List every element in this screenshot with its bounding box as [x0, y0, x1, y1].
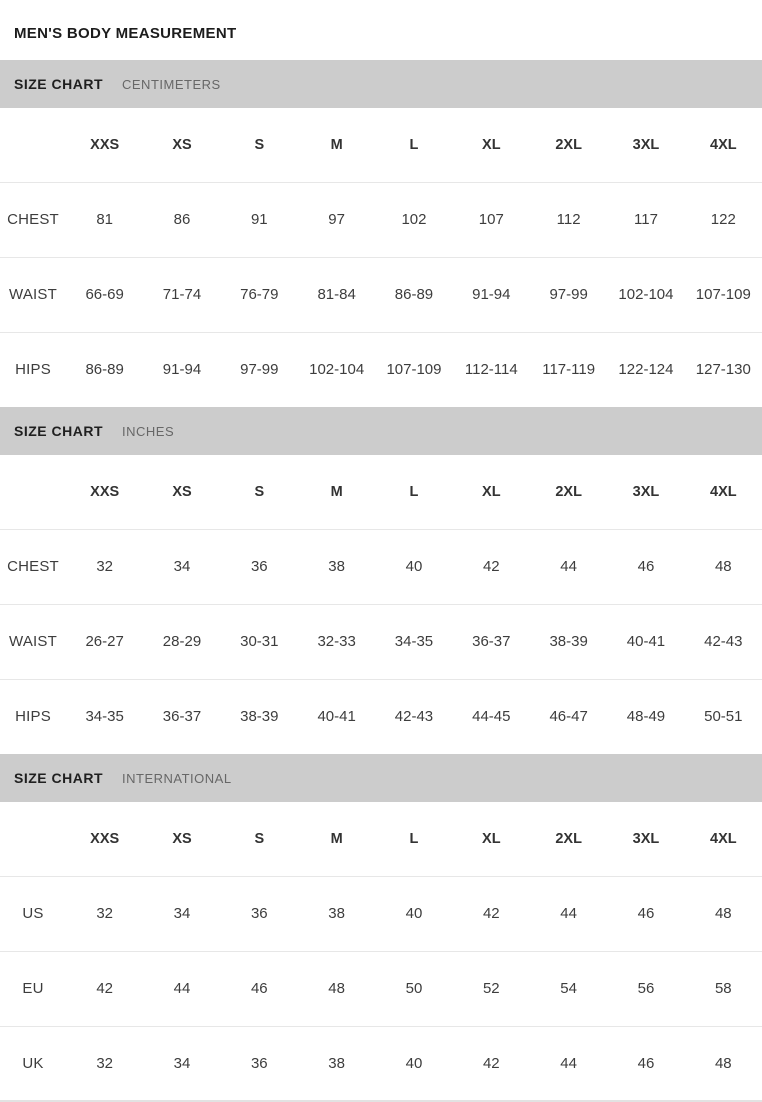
- measurement-cell: 40-41: [626, 633, 666, 650]
- measurement-cell: 42: [482, 558, 500, 575]
- size-column-header: XXS: [90, 483, 120, 500]
- measurement-cell: 40: [405, 558, 423, 575]
- measurement-cell: 76-79: [240, 286, 279, 303]
- size-table: [0, 802, 762, 1102]
- measurement-cell: 91-94: [472, 286, 511, 303]
- measurement-cell: 107-109: [386, 361, 442, 379]
- measurement-cell: 36-37: [162, 708, 202, 726]
- measurement-cell: 56: [637, 980, 655, 997]
- measurement-cell: 48: [328, 980, 345, 997]
- measurement-cell: 32: [96, 905, 113, 922]
- measurement-row: [0, 529, 762, 604]
- measurement-cell: 91-94: [162, 361, 202, 379]
- measurement-row: [0, 876, 762, 951]
- measurement-row: [0, 679, 762, 754]
- measurement-cell: 44: [560, 905, 577, 922]
- measurement-cell: 44-45: [472, 708, 511, 726]
- measurement-row: [0, 257, 762, 332]
- size-header-row: [0, 802, 762, 876]
- corner-cell: [0, 455, 66, 529]
- measurement-cell: 46: [250, 980, 268, 997]
- size-column-header: 3XL: [632, 136, 660, 153]
- measurement-cell: 38-39: [240, 708, 279, 726]
- size-chart-section: [0, 754, 762, 1102]
- section-header-bar: [0, 407, 762, 455]
- row-label: UK: [22, 1054, 44, 1072]
- size-column-header: 3XL: [632, 830, 660, 847]
- measurement-cell: 46: [637, 558, 655, 575]
- size-column-header: XL: [482, 136, 501, 153]
- row-label: HIPS: [15, 361, 51, 379]
- measurement-cell: 40: [405, 905, 423, 922]
- measurement-cell: 102-104: [618, 286, 674, 303]
- row-label: US: [22, 905, 44, 922]
- measurement-cell: 127-130: [695, 361, 751, 379]
- measurement-cell: 48: [714, 558, 732, 575]
- size-column-header: 4XL: [710, 830, 737, 847]
- section-subheading: INTERNATIONAL: [122, 770, 232, 786]
- row-label: WAIST: [9, 633, 57, 650]
- section-header-bar: [0, 60, 762, 108]
- measurement-cell: 71-74: [162, 286, 202, 303]
- sections-container: [0, 60, 762, 1102]
- size-chart-section: [0, 60, 762, 407]
- measurement-row: [0, 604, 762, 679]
- measurement-cell: 107-109: [695, 286, 751, 303]
- measurement-cell: 86-89: [394, 286, 434, 303]
- measurement-cell: 46-47: [549, 708, 588, 726]
- measurement-cell: 36: [250, 1054, 268, 1072]
- size-column-header: S: [254, 136, 265, 153]
- size-chart-section: [0, 407, 762, 754]
- measurement-cell: 38: [328, 905, 345, 922]
- section-heading: SIZE CHART: [14, 423, 103, 439]
- measurement-cell: 86: [173, 211, 191, 228]
- row-label: EU: [22, 980, 44, 997]
- measurement-cell: 42: [482, 1054, 500, 1072]
- measurement-cell: 38-39: [549, 633, 588, 650]
- measurement-cell: 97-99: [549, 286, 588, 303]
- measurement-row: [0, 182, 762, 257]
- size-header-row: [0, 108, 762, 182]
- size-table: [0, 455, 762, 754]
- page-title: MEN'S BODY MEASUREMENT: [14, 25, 237, 42]
- row-label: WAIST: [9, 286, 57, 303]
- measurement-cell: 44: [560, 558, 577, 575]
- measurement-cell: 50-51: [704, 708, 743, 726]
- measurement-cell: 44: [560, 1054, 577, 1072]
- measurement-cell: 66-69: [85, 286, 124, 303]
- measurement-cell: 50: [405, 980, 423, 997]
- section-subheading: CENTIMETERS: [122, 76, 221, 92]
- measurement-cell: 107: [478, 211, 504, 228]
- corner-cell: [0, 108, 66, 182]
- size-column-header: 2XL: [555, 483, 582, 500]
- measurement-cell: 26-27: [85, 633, 124, 650]
- size-column-header: S: [254, 483, 265, 500]
- measurement-cell: 36: [250, 905, 268, 922]
- measurement-cell: 112: [556, 211, 581, 228]
- size-column-header: XL: [482, 483, 501, 500]
- size-column-header: L: [409, 136, 419, 153]
- size-table: [0, 108, 762, 407]
- measurement-cell: 58: [714, 980, 732, 997]
- size-column-header: 2XL: [555, 136, 582, 153]
- measurement-cell: 32: [96, 1054, 113, 1072]
- measurement-cell: 40-41: [317, 708, 356, 726]
- size-column-header: L: [409, 830, 419, 847]
- measurement-cell: 36-37: [472, 633, 511, 650]
- section-subheading: INCHES: [122, 423, 175, 439]
- row-label: CHEST: [7, 211, 59, 228]
- measurement-cell: 42-43: [704, 633, 743, 650]
- measurement-cell: 34: [173, 905, 191, 922]
- measurement-cell: 42-43: [394, 708, 434, 726]
- measurement-cell: 28-29: [162, 633, 202, 650]
- section-heading: SIZE CHART: [14, 76, 103, 92]
- measurement-cell: 52: [482, 980, 500, 997]
- section-heading: SIZE CHART: [14, 770, 103, 786]
- size-column-header: XS: [172, 483, 192, 500]
- measurement-cell: 112-114: [464, 361, 518, 379]
- measurement-cell: 38: [328, 1054, 345, 1072]
- measurement-cell: 34: [173, 558, 191, 575]
- measurement-cell: 102: [401, 211, 427, 228]
- measurement-row: [0, 1026, 762, 1101]
- measurement-cell: 117-119: [542, 361, 596, 379]
- measurement-cell: 42: [96, 980, 113, 997]
- measurement-cell: 48: [714, 1054, 732, 1072]
- size-column-header: L: [409, 483, 419, 500]
- measurement-cell: 97-99: [240, 361, 279, 379]
- size-column-header: M: [330, 483, 343, 500]
- measurement-cell: 97: [328, 211, 345, 228]
- size-column-header: XXS: [90, 830, 120, 847]
- size-column-header: M: [330, 136, 343, 153]
- measurement-cell: 30-31: [240, 633, 279, 650]
- size-column-header: S: [254, 830, 265, 847]
- size-column-header: 4XL: [710, 483, 737, 500]
- size-column-header: 2XL: [555, 830, 582, 847]
- measurement-cell: 117: [634, 211, 658, 228]
- measurement-cell: 91: [250, 211, 268, 228]
- measurement-cell: 48-49: [626, 708, 666, 726]
- measurement-cell: 44: [173, 980, 191, 997]
- measurement-cell: 122: [710, 211, 736, 228]
- measurement-cell: 46: [637, 905, 655, 922]
- row-label: HIPS: [15, 708, 51, 726]
- measurement-row: [0, 332, 762, 407]
- measurement-cell: 42: [482, 905, 500, 922]
- measurement-cell: 102-104: [309, 361, 365, 379]
- size-column-header: XL: [482, 830, 501, 847]
- measurement-cell: 34-35: [394, 633, 434, 650]
- measurement-cell: 122-124: [618, 361, 674, 379]
- measurement-cell: 40: [405, 1054, 423, 1072]
- measurement-cell: 34-35: [85, 708, 124, 726]
- size-column-header: M: [330, 830, 343, 847]
- measurement-cell: 86-89: [85, 361, 124, 379]
- size-column-header: 4XL: [710, 136, 737, 153]
- measurement-cell: 34: [173, 1054, 191, 1072]
- measurement-cell: 38: [328, 558, 345, 575]
- row-label: CHEST: [7, 558, 59, 575]
- measurement-cell: 32: [96, 558, 113, 575]
- section-header-bar: [0, 754, 762, 802]
- measurement-cell: 46: [637, 1054, 655, 1072]
- size-column-header: XS: [172, 830, 192, 847]
- measurement-cell: 81-84: [317, 286, 356, 303]
- corner-cell: [0, 802, 66, 876]
- measurement-cell: 54: [560, 980, 577, 997]
- size-column-header: XS: [172, 136, 192, 153]
- size-column-header: XXS: [90, 136, 120, 153]
- measurement-cell: 36: [250, 558, 268, 575]
- measurement-cell: 81: [96, 211, 113, 228]
- size-column-header: 3XL: [632, 483, 660, 500]
- measurement-cell: 48: [714, 905, 732, 922]
- size-header-row: [0, 455, 762, 529]
- measurement-cell: 32-33: [317, 633, 356, 650]
- measurement-row: [0, 951, 762, 1026]
